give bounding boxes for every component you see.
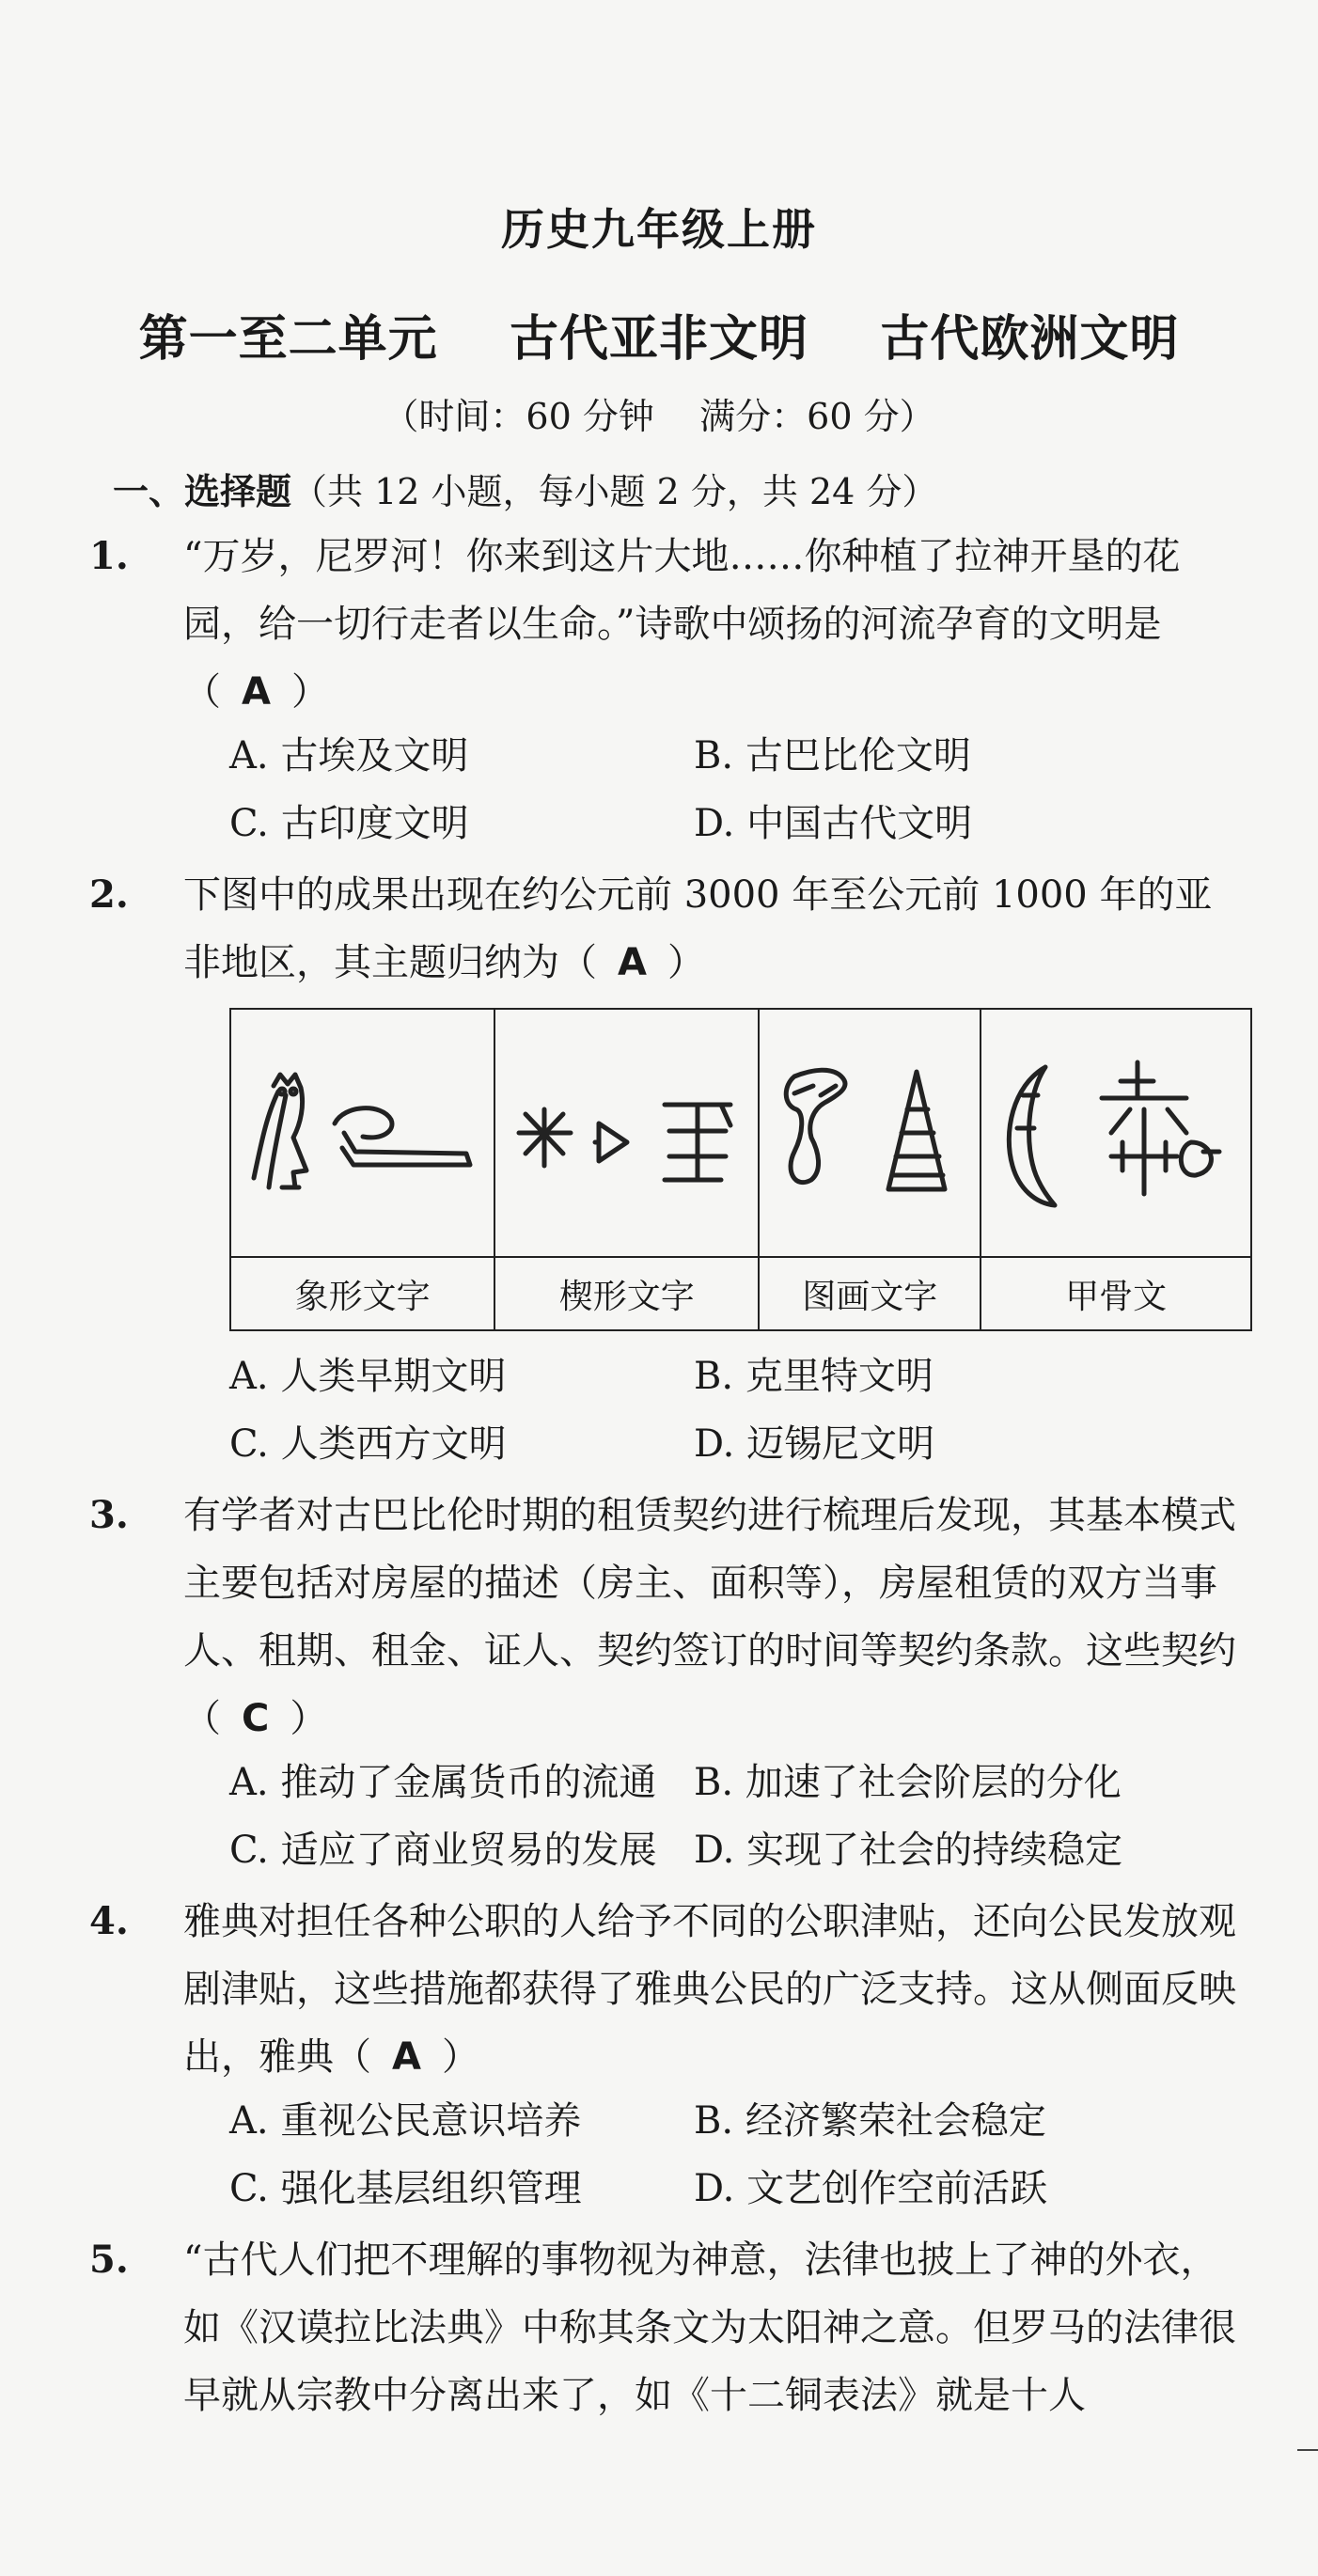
question-stem (183, 861, 1236, 997)
question-2 (89, 861, 1236, 997)
page-title: 历史九年级上册 (501, 204, 817, 255)
oracle-bone-image (981, 1009, 1251, 1257)
stem-text: “万岁，尼罗河！你来到这片大地……你种植了拉神开垦的花园，给一切行走者以生命。”诗歌中颂扬的河流孕育的文明是（ (183, 535, 1181, 714)
option-c: C. 人类西方文明 (229, 1422, 507, 1466)
question-5 (89, 2226, 1236, 2429)
option-b: B. 加速了社会阶层的分化 (694, 1761, 1122, 1804)
stem-text: 下图中的成果出现在约公元前 3000 年至公元前 1000 年的亚非地区，其主题归纳为（ (183, 873, 1213, 984)
owl-hieroglyph-icon (241, 1067, 485, 1199)
hieroglyph-image (230, 1009, 494, 1257)
option-c: C. 古印度文明 (229, 802, 469, 845)
unit-subtitle: 第一至二单元 古代亚非文明 古代欧洲文明 (138, 310, 1180, 368)
table-label-cuneiform: 楔形文字 (494, 1257, 759, 1330)
section-heading (113, 463, 937, 514)
question-stem (183, 1888, 1236, 2091)
question-stem (183, 523, 1236, 726)
question-3 (89, 1482, 1236, 1752)
option-b: B. 古巴比伦文明 (694, 734, 971, 778)
question-1 (89, 523, 1236, 726)
stem-close: ） (441, 2035, 479, 2079)
question-number: 1. (89, 534, 129, 578)
script-table (229, 1008, 1252, 1327)
option-b: B. 经济繁荣社会稳定 (694, 2099, 1046, 2143)
option-d: D. 中国古代文明 (694, 802, 973, 845)
stem-text: 有学者对古巴比伦时期的租赁契约进行梳理后发现，其基本模式主要包括对房屋的描述（房主、面积等），房屋租赁的双方当事人、租期、租金、证人、契约签订的时间等契约条款。这些契约（ (183, 1494, 1236, 1740)
option-a: A. 古埃及文明 (229, 734, 469, 778)
stem-close: ） (290, 1697, 328, 1740)
margin-divider (1297, 2449, 1318, 2451)
answer-mark: A (392, 2035, 421, 2079)
question-number: 3. (89, 1493, 129, 1537)
option-d: D. 迈锡尼文明 (694, 1422, 935, 1466)
question-stem (183, 1482, 1236, 1752)
question-stem: “古代人们把不理解的事物视为神意，法律也披上了神的外衣，如《汉谟拉比法典》中称其条文为太阳神之意。但罗马的法律很早就从宗教中分离出来了，如《十二铜表法》就是十人 (183, 2238, 1236, 2417)
section-note: （共 12 小题，每小题 2 分，共 24 分） (291, 471, 938, 512)
option-a: A. 人类早期文明 (229, 1355, 507, 1398)
section-label: 一、选择题 (113, 470, 292, 512)
stem-close: ） (290, 670, 329, 714)
answer-mark: A (618, 941, 647, 984)
pictograph-icon (766, 1058, 973, 1208)
cuneiform-icon (505, 1067, 749, 1199)
question-4 (89, 1888, 1236, 2091)
oracle-bone-icon (989, 1053, 1243, 1213)
question-number: 5. (89, 2238, 129, 2282)
answer-mark: A (242, 670, 271, 714)
stem-close: ） (667, 941, 705, 984)
option-c: C. 适应了商业贸易的发展 (229, 1829, 657, 1872)
option-d: D. 文艺创作空前活跃 (694, 2167, 1048, 2210)
question-number: 4. (89, 1899, 129, 1943)
option-b: B. 克里特文明 (694, 1355, 934, 1398)
option-c: C. 强化基层组织管理 (229, 2167, 582, 2210)
table-label-hieroglyph: 象形文字 (230, 1257, 494, 1330)
pictograph-image (759, 1009, 981, 1257)
answer-mark: C (242, 1697, 270, 1740)
option-a: A. 重视公民意识培养 (229, 2099, 582, 2143)
option-a: A. 推动了金属货币的流通 (229, 1761, 657, 1804)
exam-meta: （时间：60 分钟 满分：60 分） (383, 396, 935, 437)
stem-text: 雅典对担任各种公职的人给予不同的公职津贴，还向公民发放观剧津贴，这些措施都获得了雅典公民的广泛支持。这从侧面反映出，雅典（ (183, 1900, 1236, 2079)
question-number: 2. (89, 872, 129, 917)
table-label-pictograph: 图画文字 (759, 1257, 981, 1330)
cuneiform-image (494, 1009, 759, 1257)
option-d: D. 实现了社会的持续稳定 (694, 1829, 1123, 1872)
table-label-oracle-bone: 甲骨文 (981, 1257, 1251, 1330)
